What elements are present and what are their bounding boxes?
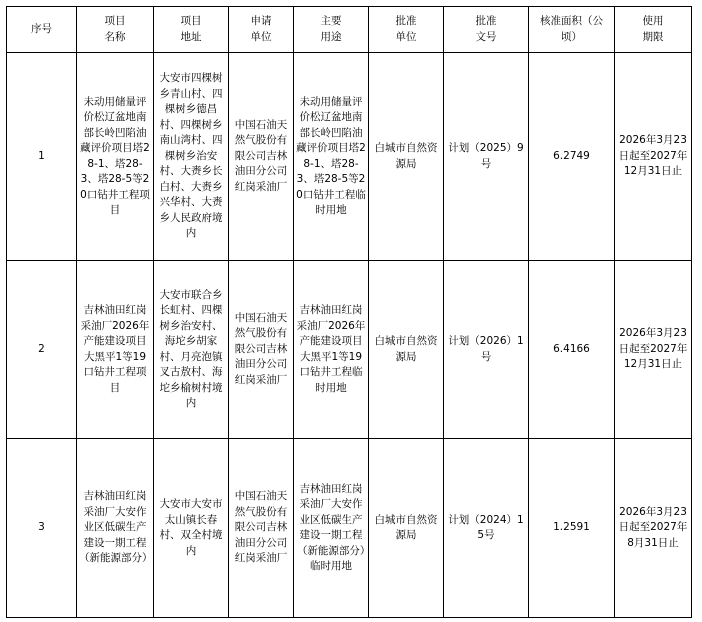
- header-address: [154, 7, 229, 53]
- cell-applicant: 中国石油天然气股份有限公司吉林油田分公司红岗采油厂: [229, 53, 294, 261]
- cell-area: 6.2749: [529, 53, 615, 261]
- header-area: [529, 7, 615, 53]
- header-term-line2: 期限: [642, 30, 664, 43]
- cell-approver: 白城市自然资源局: [369, 53, 444, 261]
- header-term-line1: 使用: [642, 15, 664, 27]
- header-address-line1: 项目: [180, 15, 202, 27]
- header-name: [77, 7, 154, 53]
- header-applicant-line2: 单位: [250, 30, 272, 43]
- header-purpose-line1: 主要: [320, 15, 342, 27]
- cell-doc-no: 计划（2025）9号: [444, 53, 529, 261]
- header-applicant-line1: 申请: [250, 15, 272, 27]
- cell-name: 吉林油田红岗采油厂大安作业区低碳生产建设一期工程（新能源部分）: [77, 439, 154, 618]
- header-doc-no: [444, 7, 529, 53]
- cell-approver: 白城市自然资源局: [369, 439, 444, 618]
- cell-address: 大安市四棵树乡青山村、四棵树乡德昌村、四棵树乡南山湾村、四棵树乡治安村、大赉乡长白村、大赉乡兴华村、大赉乡人民政府境内: [154, 53, 229, 261]
- cell-term: 2026年3月23日起至2027年8月31日止: [615, 439, 692, 618]
- header-approver: [369, 7, 444, 53]
- header-applicant: [229, 7, 294, 53]
- header-doc-no-line1: 批准: [475, 15, 497, 27]
- header-purpose-line2: 用途: [320, 30, 342, 43]
- cell-address: 大安市联合乡长虹村、四棵树乡治安村、海坨乡胡家村、月亮泡镇叉古敖村、海坨乡榆树村境内: [154, 261, 229, 439]
- cell-purpose: 吉林油田红岗采油厂2026年产能建设项目大黑平1等19口钻井工程临时用地: [294, 261, 369, 439]
- land-use-approval-table: [6, 6, 692, 618]
- header-address-line2: 地址: [180, 30, 202, 43]
- header-name-line1: 项目: [104, 15, 126, 27]
- cell-no: 3: [7, 439, 77, 618]
- header-area-line1: 核准面积（公: [540, 15, 603, 27]
- header-doc-no-line2: 文号: [475, 30, 497, 43]
- header-term: [615, 7, 692, 53]
- cell-approver: 白城市自然资源局: [369, 261, 444, 439]
- table-row: [7, 53, 692, 261]
- cell-purpose: 吉林油田红岗采油厂大安作业区低碳生产建设一期工程（新能源部分）临时用地: [294, 439, 369, 618]
- table-row: [7, 439, 692, 618]
- cell-applicant: 中国石油天然气股份有限公司吉林油田分公司红岗采油厂: [229, 261, 294, 439]
- cell-applicant: 中国石油天然气股份有限公司吉林油田分公司红岗采油厂: [229, 439, 294, 618]
- header-approver-line2: 单位: [395, 30, 417, 43]
- header-purpose: [294, 7, 369, 53]
- header-row: [7, 7, 692, 53]
- cell-address: 大安市大安市太山镇长春村、双全村境内: [154, 439, 229, 618]
- table-row: [7, 261, 692, 439]
- cell-purpose: 未动用储量评价松辽盆地南部长岭凹陷油藏评价项目塔28-1、塔28-3、塔28-5等20口钻井工程临时用地: [294, 53, 369, 261]
- cell-area: 1.2591: [529, 439, 615, 618]
- header-area-line2: 顷）: [561, 30, 582, 43]
- cell-no: 1: [7, 53, 77, 261]
- header-name-line2: 名称: [104, 30, 126, 43]
- header-no-line1: 序号: [31, 22, 52, 35]
- cell-term: 2026年3月23日起至2027年12月31日止: [615, 261, 692, 439]
- header-approver-line1: 批准: [395, 15, 417, 27]
- cell-doc-no: 计划（2026）1号: [444, 261, 529, 439]
- cell-doc-no: 计划（2024）15号: [444, 439, 529, 618]
- cell-term: 2026年3月23日起至2027年12月31日止: [615, 53, 692, 261]
- cell-name: 吉林油田红岗采油厂2026年产能建设项目大黑平1等19口钻井工程项目: [77, 261, 154, 439]
- cell-name: 未动用储量评价松辽盆地南部长岭凹陷油藏评价项目塔28-1、塔28-3、塔28-5等20口钻井工程项目: [77, 53, 154, 261]
- cell-no: 2: [7, 261, 77, 439]
- header-no: [7, 7, 77, 53]
- cell-area: 6.4166: [529, 261, 615, 439]
